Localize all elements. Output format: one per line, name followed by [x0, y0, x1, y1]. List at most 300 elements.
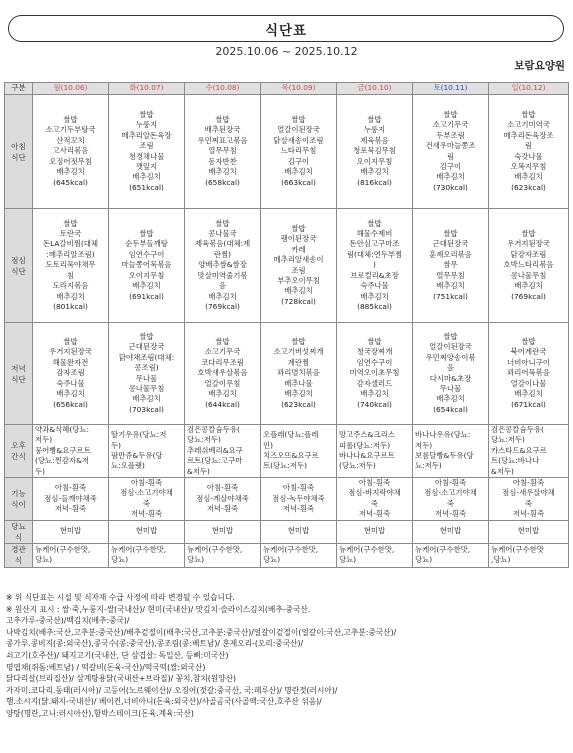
menu-line: 당뇨)	[187, 555, 205, 565]
page-title-text: 식단표	[264, 22, 308, 39]
menu-line: 저녁-흰죽	[358, 509, 391, 519]
menu-line: 현미밥	[363, 526, 386, 536]
menu-line: 당뇨)	[415, 555, 433, 565]
menu-line: 배추김치	[56, 167, 85, 177]
menu-line: 맛살미역줄기볶	[197, 270, 248, 280]
menu-line: 건새우마늘쫑조	[425, 141, 476, 151]
note-line: 가자미.코다리.동태(러시아)/ 고등어(노르웨이산)/ 오징어(젓갈:중국산, 국:페루산)/ 명란젓(러시아)/	[6, 685, 338, 695]
menu-line: 오플레(당뇨:플레	[263, 430, 319, 440]
menu-line: (740kcal)	[357, 399, 392, 409]
row-label-line: 식	[14, 532, 23, 542]
table-header-row	[5, 83, 569, 95]
menu-line: 소고기버섯찌개	[273, 347, 324, 357]
menu-line: 배추김치	[208, 389, 237, 399]
menu-line: 뇨:오플랫)	[111, 461, 145, 471]
menu-line: 뉴케어(구수한맛,	[111, 544, 167, 554]
menu-line: 소고기무국	[204, 347, 241, 357]
menu-line: (654kcal)	[433, 404, 468, 414]
menu-line: 호박느타리볶음	[503, 260, 554, 270]
menu-line: 점심-소고기야채	[424, 488, 477, 498]
row-label-breakfast	[5, 95, 33, 209]
menu-line: 메추리알새송이	[273, 255, 324, 265]
note-line: 닭다리살(브라질산)/ 삼계탕용닭(국내산+브라질)/ 꽁치,참치(원양산)	[6, 674, 237, 684]
menu-line: 오이지무침	[128, 270, 165, 280]
menu-line: 쌀밥	[63, 337, 78, 347]
row-label-lunch	[5, 209, 33, 323]
menu-line: 마늘쫑어묵볶음	[121, 260, 172, 270]
menu-line: 도토리묵야채무	[45, 260, 96, 270]
menu-line: 현미밥	[59, 526, 82, 536]
menu-line: 죽	[524, 498, 533, 508]
header-day-thu: 목(10.09)	[261, 83, 337, 95]
menu-line: 해물수제비	[356, 229, 393, 239]
menu-line: (671kcal)	[511, 399, 546, 409]
menu-cell-lunch-0	[33, 209, 109, 323]
menu-line: 소고기두부탕국	[45, 125, 96, 135]
menu-line: 현미밥	[211, 526, 234, 536]
menu-cell-snack-1	[109, 425, 185, 478]
menu-line: 계란찜	[287, 357, 310, 367]
menu-line: 트(당뇨:바나나	[491, 456, 540, 466]
menu-line: 현미밥	[439, 526, 462, 536]
menu-line: (651kcal)	[129, 182, 164, 192]
menu-cell-functional-0	[33, 478, 109, 521]
menu-cell-diabetic-4	[337, 520, 413, 543]
table-row-functional	[5, 478, 569, 521]
menu-line: 현미밥	[287, 526, 310, 536]
menu-line: 콩나물무침	[510, 270, 547, 280]
menu-line: ,당뇨)	[491, 555, 511, 565]
menu-line: 배추김치	[360, 389, 389, 399]
menu-line: 김구이	[439, 161, 462, 171]
menu-line: 점심-들깨야채죽	[44, 493, 97, 503]
menu-line: 돈안심고구마조	[349, 239, 400, 249]
menu-line: 닭강자조림	[510, 249, 547, 259]
row-label-line: 경관	[11, 545, 26, 555]
table-row-snack	[5, 425, 569, 478]
menu-line: 두)	[111, 440, 122, 450]
menu-line: 바나나&요구르트	[339, 451, 395, 461]
row-label-line: 오후	[11, 441, 26, 451]
menu-line: 감자샐러드	[356, 378, 393, 388]
menu-line: 저녁-흰죽	[434, 509, 467, 519]
menu-line: 딸기우유(당뇨:저	[111, 430, 167, 440]
row-label-line: 기능	[11, 488, 26, 498]
header-day-fri: 금(10.10)	[337, 83, 413, 95]
menu-line: 닭야채조림(대체:	[118, 352, 175, 362]
menu-line: 두)	[35, 466, 46, 476]
row-label-line: 저녁	[11, 363, 26, 373]
menu-line: 배추김치	[436, 394, 465, 404]
menu-cell-breakfast-0	[33, 95, 109, 209]
date-range: 2025.10.06 ~ 2025.10.12	[215, 45, 358, 58]
menu-line: 쌀밥	[367, 115, 382, 125]
menu-cell-dinner-2	[185, 323, 261, 425]
menu-line: 해물완자전	[52, 357, 89, 367]
menu-cell-lunch-6	[489, 209, 569, 323]
menu-cell-tube-1	[109, 543, 185, 567]
menu-line: 뭉어빵&요구르트	[35, 445, 91, 455]
menu-line: (656kcal)	[53, 399, 88, 409]
menu-line: 약과&식혜(당뇨:	[35, 425, 89, 434]
menu-cell-snack-3	[261, 425, 337, 478]
header-day-sun: 일(10.12)	[489, 83, 569, 95]
menu-line: (644kcal)	[205, 399, 240, 409]
header-day-sat: 토(10.11)	[413, 83, 489, 95]
menu-line: 숙주나물	[56, 378, 85, 388]
menu-line: 배추나물	[284, 378, 313, 388]
menu-cell-functional-4	[337, 478, 413, 521]
menu-line: 저녁-흰죽	[512, 509, 545, 519]
menu-line: (691kcal)	[129, 291, 164, 301]
menu-cell-breakfast-6	[489, 95, 569, 209]
note-line: 쇠고기(호주산)/ 돼지고기(국내산, 단 삼겹살: 독일산, 등뼈:미국산)	[6, 650, 229, 660]
menu-cell-snack-0	[33, 425, 109, 478]
row-label-line: 당뇨	[11, 521, 26, 531]
row-label-line: 식이	[11, 499, 26, 509]
menu-line: 저녁-흰죽	[206, 504, 239, 514]
row-label-line: 간식	[11, 452, 26, 462]
menu-line: 누룽지	[363, 125, 386, 135]
page-title	[8, 15, 564, 42]
menu-cell-functional-3	[261, 478, 337, 521]
menu-cell-breakfast-5	[413, 95, 489, 209]
menu-line: 쌀밥	[291, 223, 306, 233]
menu-line: 뉴케어(구수한맛,	[187, 544, 243, 554]
menu-line: 오복지무침	[510, 161, 547, 171]
menu-cell-dinner-1	[109, 323, 185, 425]
menu-line: 청국장찌개	[356, 347, 393, 357]
menu-line: 오징어젓무침	[49, 156, 92, 166]
menu-line: 아침-흰죽	[130, 478, 163, 488]
table-row-diabetic	[5, 520, 569, 543]
row-label-diabetic	[5, 520, 33, 543]
menu-line: (645kcal)	[53, 177, 88, 187]
note-line: 콩가루.콩비지(콩:외국산),콩국수(콩:중국산),콩조림(콩:베트남)/ 훈제오리-(오리:중국산)/	[6, 639, 304, 649]
menu-line: 당뇨)	[111, 555, 129, 565]
menu-line: 열무무침	[436, 270, 465, 280]
menu-line: 콩조림)	[134, 363, 159, 373]
menu-line: 무나물	[135, 373, 158, 383]
menu-line: 배추김치	[208, 291, 237, 301]
menu-line: 근대된장국	[128, 342, 165, 352]
menu-line: 훈제오리볶음	[429, 249, 472, 259]
row-label-line: 식단	[11, 152, 26, 162]
menu-line: 당뇨:저두)	[187, 435, 221, 445]
table-row-breakfast	[5, 95, 569, 209]
menu-line: 피롤(당뇨:저두)	[339, 440, 391, 450]
menu-cell-functional-1	[109, 478, 185, 521]
menu-line: 콩나물무침	[128, 383, 165, 393]
menu-line: 배추김치	[284, 389, 313, 399]
menu-line: 감자조림	[56, 368, 85, 378]
menu-line: 꽈리멸치볶음	[277, 368, 320, 378]
menu-line: (730kcal)	[433, 182, 468, 192]
menu-line: 김구이	[287, 156, 310, 166]
menu-line: 쌀밥	[215, 337, 230, 347]
menu-line: 아침-흰죽	[54, 483, 87, 493]
menu-line: 소고기무국	[432, 120, 469, 130]
menu-cell-lunch-3	[261, 209, 337, 323]
menu-line: 토란국	[59, 229, 82, 239]
menu-line: 얼갈이무침	[204, 378, 241, 388]
menu-line: 음	[446, 363, 455, 373]
meal-table	[4, 82, 569, 568]
menu-line: 림(대체:연두부찜	[346, 249, 403, 259]
menu-line: 당뇨)	[35, 555, 53, 565]
menu-cell-snack-2	[185, 425, 261, 478]
menu-line: 림	[524, 141, 533, 151]
menu-line: 두부조림	[436, 130, 465, 140]
menu-line: 배추김치	[360, 291, 389, 301]
menu-line: 음	[218, 281, 227, 291]
menu-line: 배추김치	[284, 167, 313, 177]
menu-line: 점심-새우살야채	[502, 488, 555, 498]
table-row-dinner	[5, 323, 569, 425]
menu-line: 배추된장국	[204, 125, 241, 135]
menu-cell-tube-6	[489, 543, 569, 567]
menu-line: 배추김치	[284, 286, 313, 296]
menu-line: 소고기미역국	[507, 120, 550, 130]
menu-line: 점심-소고기야채	[120, 488, 173, 498]
menu-cell-tube-5	[413, 543, 489, 567]
menu-line: 배추김치	[514, 389, 543, 399]
menu-line: 침	[66, 270, 75, 280]
row-label-dinner	[5, 323, 33, 425]
menu-line: 치즈오뜨&요구르	[263, 451, 319, 461]
row-label-line: 식단	[11, 266, 26, 276]
menu-line: 얼갈이된장국	[429, 342, 472, 352]
menu-line: 당뇨)	[263, 555, 281, 565]
menu-cell-dinner-5	[413, 323, 489, 425]
menu-line: 죽	[370, 498, 379, 508]
menu-line: 인)	[263, 440, 274, 450]
menu-line: 저두)	[35, 435, 53, 445]
menu-line: 쌀밥	[139, 331, 154, 341]
header-day-wed: 수(10.08)	[185, 83, 261, 95]
menu-line: 느타리무침	[280, 146, 317, 156]
menu-line: 열무무침	[208, 146, 237, 156]
menu-line: )	[373, 260, 376, 270]
menu-line: 쌀밥	[443, 229, 458, 239]
menu-line: 무나물	[439, 383, 462, 393]
menu-line: 점심-녹두야채죽	[272, 493, 325, 503]
table-row-lunch	[5, 209, 569, 323]
menu-line: 도라지볶음	[52, 281, 89, 291]
menu-line: 너비아니구이	[507, 357, 550, 367]
menu-cell-tube-2	[185, 543, 261, 567]
menu-line: 숙갓나물	[514, 151, 543, 161]
menu-cell-diabetic-3	[261, 520, 337, 543]
menu-line: 오이지무침	[356, 156, 393, 166]
menu-line: 배추김치	[132, 394, 161, 404]
menu-cell-snack-5	[413, 425, 489, 478]
menu-line: 배추김치	[360, 167, 389, 177]
row-label-tube	[5, 543, 33, 567]
menu-line: &저두)	[187, 466, 210, 476]
menu-line: 현미밥	[517, 526, 540, 536]
menu-line: 양배추쌈&쌈장	[198, 260, 247, 270]
menu-line: 저녁-흰죽	[54, 504, 87, 514]
menu-line: 배추김치	[436, 172, 465, 182]
row-label-snack	[5, 425, 33, 478]
menu-cell-lunch-2	[185, 209, 261, 323]
menu-line: 쌀밥	[215, 218, 230, 228]
menu-cell-lunch-4	[337, 209, 413, 323]
menu-line: 죽	[446, 498, 455, 508]
menu-line: 뉴케어(구수한맛,	[415, 544, 471, 554]
menu-cell-tube-4	[337, 543, 413, 567]
menu-line: 우민찌표고볶음	[197, 135, 248, 145]
menu-line: 얼갈이된장국	[277, 125, 320, 135]
menu-line: (885kcal)	[357, 301, 392, 311]
menu-line: (663kcal)	[281, 177, 316, 187]
menu-line: 카스타드&요구르	[491, 445, 547, 455]
menu-line: 아침-흰죽	[282, 483, 315, 493]
menu-cell-dinner-3	[261, 323, 337, 425]
menu-line: 저두)	[415, 440, 433, 450]
menu-line: 배추김치	[132, 172, 161, 182]
menu-line: 르트(당뇨:고구마	[187, 456, 243, 466]
menu-line: 쌀밥	[367, 218, 382, 228]
menu-cell-breakfast-2	[185, 95, 261, 209]
menu-line: 보름달빵&두유(당	[415, 451, 474, 461]
menu-line: 아침-흰죽	[206, 483, 239, 493]
menu-line: 우거지된장국	[49, 347, 92, 357]
menu-line: 쌀밥	[139, 229, 154, 239]
menu-line: 쌀밥	[367, 337, 382, 347]
menu-line: (769kcal)	[205, 301, 240, 311]
menu-line: 근대된장국	[432, 239, 469, 249]
menu-line: (658kcal)	[205, 177, 240, 187]
menu-line: 뉴케어(구수한맛,	[339, 544, 395, 554]
menu-line: 깻잎지	[135, 161, 158, 171]
menu-line: 임연수구이	[356, 357, 393, 367]
menu-cell-tube-0	[33, 543, 109, 567]
menu-line: 란찜)	[213, 249, 232, 259]
menu-line: &저두)	[491, 466, 514, 476]
menu-line: 부추오이무침	[277, 275, 320, 285]
menu-line: 메추리알돈육장	[121, 130, 172, 140]
menu-line: 조림	[139, 141, 154, 151]
menu-line: 조림	[291, 265, 306, 275]
menu-line: 쌀밥	[215, 115, 230, 125]
menu-line: (623kcal)	[281, 399, 316, 409]
menu-line: 당뇨)	[339, 555, 357, 565]
menu-line: 망고주스&크리스	[339, 430, 395, 440]
menu-line: 검은콩칼슘두유(	[187, 425, 240, 434]
menu-line: 브로컬리&초장	[350, 270, 399, 280]
note-line: 고추가루-중국산)/백김치(배추:중국)/	[6, 616, 130, 626]
menu-line: 누룽지	[135, 120, 158, 130]
menu-line: (당뇨:저두)	[339, 461, 376, 471]
menu-line: 점심-게살야채죽	[196, 493, 249, 503]
menu-cell-dinner-4	[337, 323, 413, 425]
row-label-line: 점심	[11, 255, 26, 265]
menu-line: 현미밥	[135, 526, 158, 536]
menu-line: 배추김치	[208, 167, 237, 177]
menu-line: 저녁-흰죽	[130, 509, 163, 519]
menu-cell-functional-6	[489, 478, 569, 521]
menu-line: (703kcal)	[129, 404, 164, 414]
menu-line: 다시마&초장	[429, 373, 472, 383]
menu-line: 쌀밥	[63, 218, 78, 228]
menu-line: 검은콩칼슘두유(	[491, 425, 544, 434]
menu-cell-diabetic-0	[33, 520, 109, 543]
menu-line: 배추김치	[132, 281, 161, 291]
row-label-line: 식단	[11, 374, 26, 384]
menu-line: 청포묵김무침	[353, 146, 396, 156]
facility-name: 보람요양원	[514, 60, 565, 72]
menu-cell-snack-4	[337, 425, 413, 478]
menu-line: 산적꼬치	[56, 135, 85, 145]
menu-line: 숙주나물	[360, 281, 389, 291]
menu-line: 저녁-흰죽	[282, 504, 315, 514]
notes-section	[6, 592, 568, 720]
note-line: 나박김치(배추:국산,고추분:중국산)/배추겉절이(배추:국산,고추분:중국산)/얼갈이겉절이(얼갈이:국산,고추분:중국산)/	[6, 627, 397, 637]
menu-line: 얼갈이나물	[510, 378, 547, 388]
menu-line: 쌀밥	[139, 109, 154, 119]
menu-line: 카레	[291, 244, 306, 254]
menu-line: (623kcal)	[511, 182, 546, 192]
menu-cell-functional-2	[185, 478, 261, 521]
menu-line: 고사리볶음	[52, 146, 89, 156]
menu-line: 쌀밥	[521, 337, 536, 347]
menu-line: 코다리무조림	[201, 357, 244, 367]
menu-line: 호박새우살볶음	[197, 368, 248, 378]
menu-line: 바나나우유(당뇨:	[415, 430, 471, 440]
menu-line: 돈LA갈비찜(대체	[42, 239, 99, 249]
menu-line: 아침-흰죽	[512, 478, 545, 488]
menu-line: 배추김치	[56, 389, 85, 399]
menu-line: 쌀밥	[63, 115, 78, 125]
menu-line: 제육볶음	[360, 135, 389, 145]
menu-line: 림	[446, 151, 455, 161]
menu-line: 트(당뇨:저두)	[263, 461, 307, 471]
menu-line: 쌀밥	[443, 109, 458, 119]
menu-line: 미역오이초무침	[349, 368, 400, 378]
menu-line: 배추김치	[514, 281, 543, 291]
menu-cell-tube-3	[261, 543, 337, 567]
note-line: 명엽채(쥐돔:베트남) / 떡갈비(돈육-국산)/떡국떡(쌀:외국산)	[6, 662, 206, 672]
table-row-tube	[5, 543, 569, 567]
menu-line: 쌀밥	[291, 115, 306, 125]
row-label-line: 아침	[11, 141, 26, 151]
menu-line: 쌈무	[443, 260, 458, 270]
menu-line: (751kcal)	[433, 291, 468, 301]
row-label-line: 식	[14, 556, 23, 566]
menu-cell-diabetic-5	[413, 520, 489, 543]
header-day-mon: 월(10.06)	[33, 83, 109, 95]
row-label-functional	[5, 478, 33, 521]
menu-line: 임연수구이	[128, 249, 165, 259]
header-day-tue: 화(10.07)	[109, 83, 185, 95]
menu-line: 우거지된장국	[507, 239, 550, 249]
note-line: 햄.소시지(닭.돼지-국내산)/ 베이컨,너비아니(돈육:외국산)/사골곰국(사골액:국산,호주산 섞음)/	[6, 697, 322, 707]
header-label: 구분	[5, 83, 33, 95]
menu-cell-snack-6	[489, 425, 569, 478]
menu-line: (816kcal)	[357, 177, 392, 187]
menu-line: 우민찌양송이볶	[425, 352, 476, 362]
menu-line: (769kcal)	[511, 291, 546, 301]
menu-line: 뉴케어(구수한맛	[491, 544, 544, 554]
menu-cell-diabetic-6	[489, 520, 569, 543]
menu-cell-breakfast-4	[337, 95, 413, 209]
menu-line: 콩나물국	[208, 229, 237, 239]
menu-line: 동자반찬	[208, 156, 237, 166]
menu-line: 추레쉬베리&요구	[187, 445, 243, 455]
menu-line: 뉴케어(구수한맛,	[263, 544, 319, 554]
